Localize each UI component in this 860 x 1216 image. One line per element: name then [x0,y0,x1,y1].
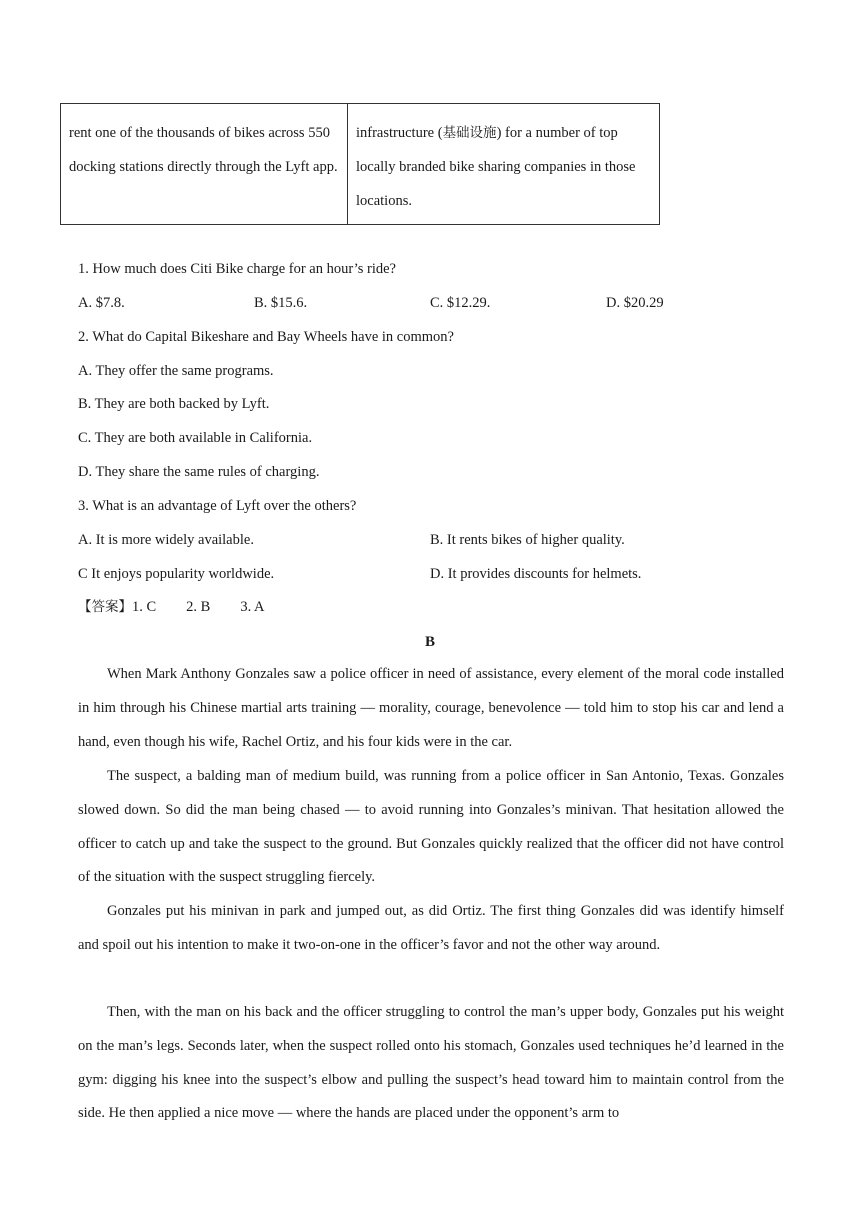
question-1-option-a: A. $7.8. [78,295,125,311]
answer-item: 1. C [132,599,157,615]
paragraph [78,895,784,963]
question-3-option-d: D. It provides discounts for helmets. [430,566,642,582]
answer-item: 2. B [186,599,211,615]
answer-item: 3. A [240,599,265,615]
question-3-option-a: A. It is more widely available. [78,532,254,548]
paragraph-text: The suspect, a balding man of medium build, was running from a police officer in San Antonio, Texas. Gonzales slowed down. So did the man being chased — to avoid running into Gonzales’s minivan. That hesitation allowed the officer to catch up and take the suspect to the ground. But Gonzales quickly realized that the officer did not have control of the situation with the suspect struggling fiercely. [78,768,784,886]
question-3-option-b: B. It rents bikes of higher quality. [430,532,625,548]
question-2-option-c: C. They are both available in California. [78,430,313,446]
paragraph [78,760,784,895]
answer-label: 【答案】 [78,599,132,615]
paragraph [78,996,784,1131]
question-1: 1. How much does Citi Bike charge for an hour’s ride? [78,261,396,277]
table-cell-right [348,104,660,225]
paragraph-text: Then, with the man on his back and the officer struggling to control the man’s upper body, Gonzales put his weight on the man’s legs. Seconds later, when the suspect rolled onto his stomach, Gonzales used techniques he’d learned in the gym: digging his knee into the suspect’s elbow and pulling the suspect’s head toward him to maintain control from the side. He then applied a nice move — where the hands are placed under the opponent’s arm to [78,1004,784,1122]
table-cell-right-text: infrastructure (基础设施) for a number of top locally branded bike sharing companies in those locations. [356,125,636,209]
question-2-option-a: A. They offer the same programs. [78,363,274,379]
paragraph [78,658,784,759]
section-heading: B [424,634,435,650]
question-2-option-d: D. They share the same rules of charging. [78,464,320,480]
question-1-option-c: C. $12.29. [430,295,491,311]
question-2: 2. What do Capital Bikeshare and Bay Wheels have in common? [78,329,454,345]
paragraph-text: When Mark Anthony Gonzales saw a police officer in need of assistance, every element of the moral code installed in him through his Chinese martial arts training — morality, courage, benevolence — told him to stop his car and lend a hand, even though his wife, Rachel Ortiz, and his four kids were in the car. [78,666,784,750]
question-3: 3. What is an advantage of Lyft over the others? [78,498,357,514]
question-1-option-d: D. $20.29 [606,295,664,311]
paragraph-text: Gonzales put his minivan in park and jumped out, as did Ortiz. The first thing Gonzales did was identify himself and spoil out his intention to make it two-on-one in the officer’s favor and not the other way around. [78,903,784,953]
question-2-option-b: B. They are both backed by Lyft. [78,396,270,412]
table-row [61,104,660,225]
reference-table [60,103,660,225]
question-1-option-b: B. $15.6. [254,295,308,311]
table-cell-left: rent one of the thousands of bikes across 550 docking stations directly through the Lyft app. [61,104,348,225]
answer-line [78,597,265,617]
question-3-option-c: C It enjoys popularity worldwide. [78,566,275,582]
